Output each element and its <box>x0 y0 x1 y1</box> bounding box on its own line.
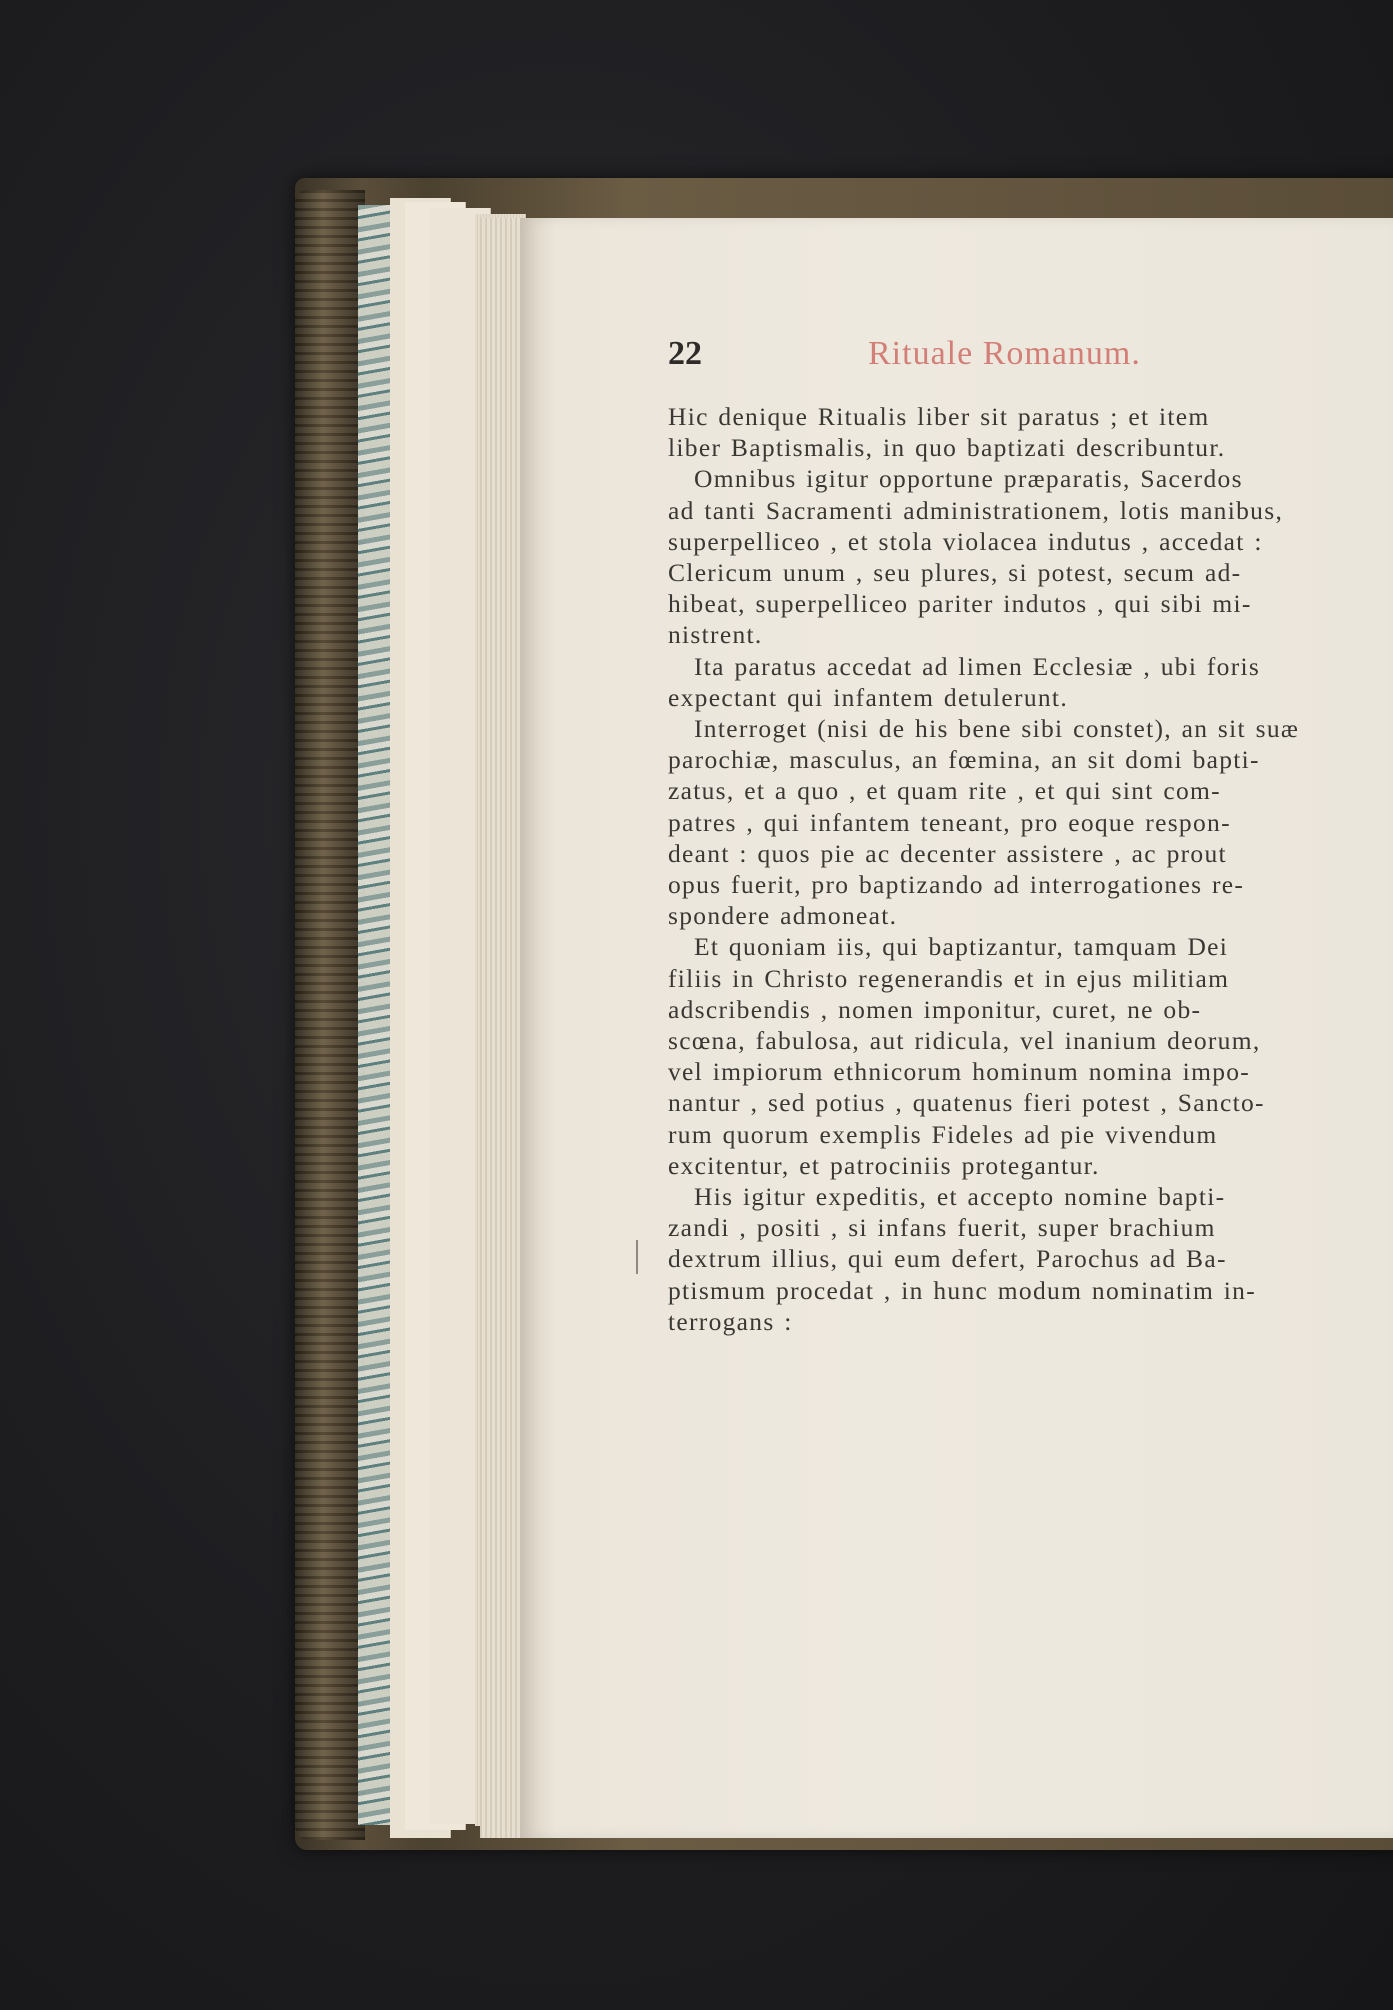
text-line: parochiæ, masculus, an fœmina, an sit domi bapti- <box>668 745 1260 775</box>
running-title: Rituale Romanum. <box>868 335 1141 372</box>
paragraph <box>668 713 1371 931</box>
text-line: zandi , positi , si infans fuerit, super brachium <box>668 1213 1216 1243</box>
page-text <box>668 335 1371 1337</box>
text-line: Et quoniam iis, qui baptizantur, tamquam Dei <box>694 932 1229 962</box>
text-line: Interroget (nisi de his bene sibi constet), an sit suæ <box>694 714 1300 744</box>
book-spine <box>295 190 365 1840</box>
text-line: adscribendis , nomen imponitur, curet, ne ob- <box>668 994 1202 1024</box>
text-line: hibeat, superpelliceo pariter indutos , qui sibi mi- <box>668 589 1252 619</box>
text-line: opus fuerit, pro baptizando ad interrogationes re- <box>668 870 1245 900</box>
text-line: Omnibus igitur opportune præparatis, Sacerdos <box>694 464 1243 494</box>
margin-mark <box>636 1240 638 1274</box>
text-line: patres , qui infantem teneant, pro eoque respon- <box>668 807 1231 837</box>
text-line: Ita paratus accedat ad limen Ecclesiæ , ubi foris <box>694 651 1261 681</box>
text-line: terrogans : <box>668 1306 793 1336</box>
paragraph <box>668 1181 1371 1337</box>
paragraph <box>668 651 1371 713</box>
page-header <box>668 335 1371 381</box>
text-line: dextrum illius, qui eum defert, Parochus ad Ba- <box>668 1244 1227 1274</box>
text-line: ad tanti Sacramenti administrationem, lotis manibus, <box>668 495 1284 525</box>
paragraph <box>668 931 1371 1181</box>
text-line: superpelliceo , et stola violacea indutus , accedat : <box>668 526 1263 556</box>
text-line: expectant qui infantem detulerunt. <box>668 682 1068 712</box>
page-number: 22 <box>668 335 702 372</box>
text-line: nantur , sed potius , quatenus fieri potest , Sancto- <box>668 1088 1265 1118</box>
text-line: spondere admoneat. <box>668 901 898 931</box>
text-line: His igitur expeditis, et accepto nomine bapti- <box>694 1182 1226 1212</box>
marbled-page-edge <box>358 205 392 1825</box>
text-line: excitentur, et patrociniis protegantur. <box>668 1150 1100 1180</box>
text-line: rum quorum exemplis Fideles ad pie vivendum <box>668 1119 1218 1149</box>
text-line: nistrent. <box>668 620 763 650</box>
text-line: ptismum procedat , in hunc modum nominatim in- <box>668 1275 1256 1305</box>
text-line: vel impiorum ethnicorum hominum nomina impo- <box>668 1057 1251 1087</box>
text-line: scœna, fabulosa, aut ridicula, vel inanium deorum, <box>668 1026 1261 1056</box>
text-line: liber Baptismalis, in quo baptizati describuntur. <box>668 433 1226 463</box>
paragraph <box>668 401 1371 463</box>
text-line: Clericum unum , seu plures, si potest, secum ad- <box>668 558 1242 588</box>
text-line: Hic denique Ritualis liber sit paratus ; et item <box>668 402 1210 431</box>
paragraph <box>668 463 1371 650</box>
text-line: deant : quos pie ac decenter assistere , ac prout <box>668 838 1227 868</box>
text-line: zatus, et a quo , et quam rite , et qui sint com- <box>668 776 1221 806</box>
text-line: filiis in Christo regenerandis et in ejus militiam <box>668 963 1230 993</box>
